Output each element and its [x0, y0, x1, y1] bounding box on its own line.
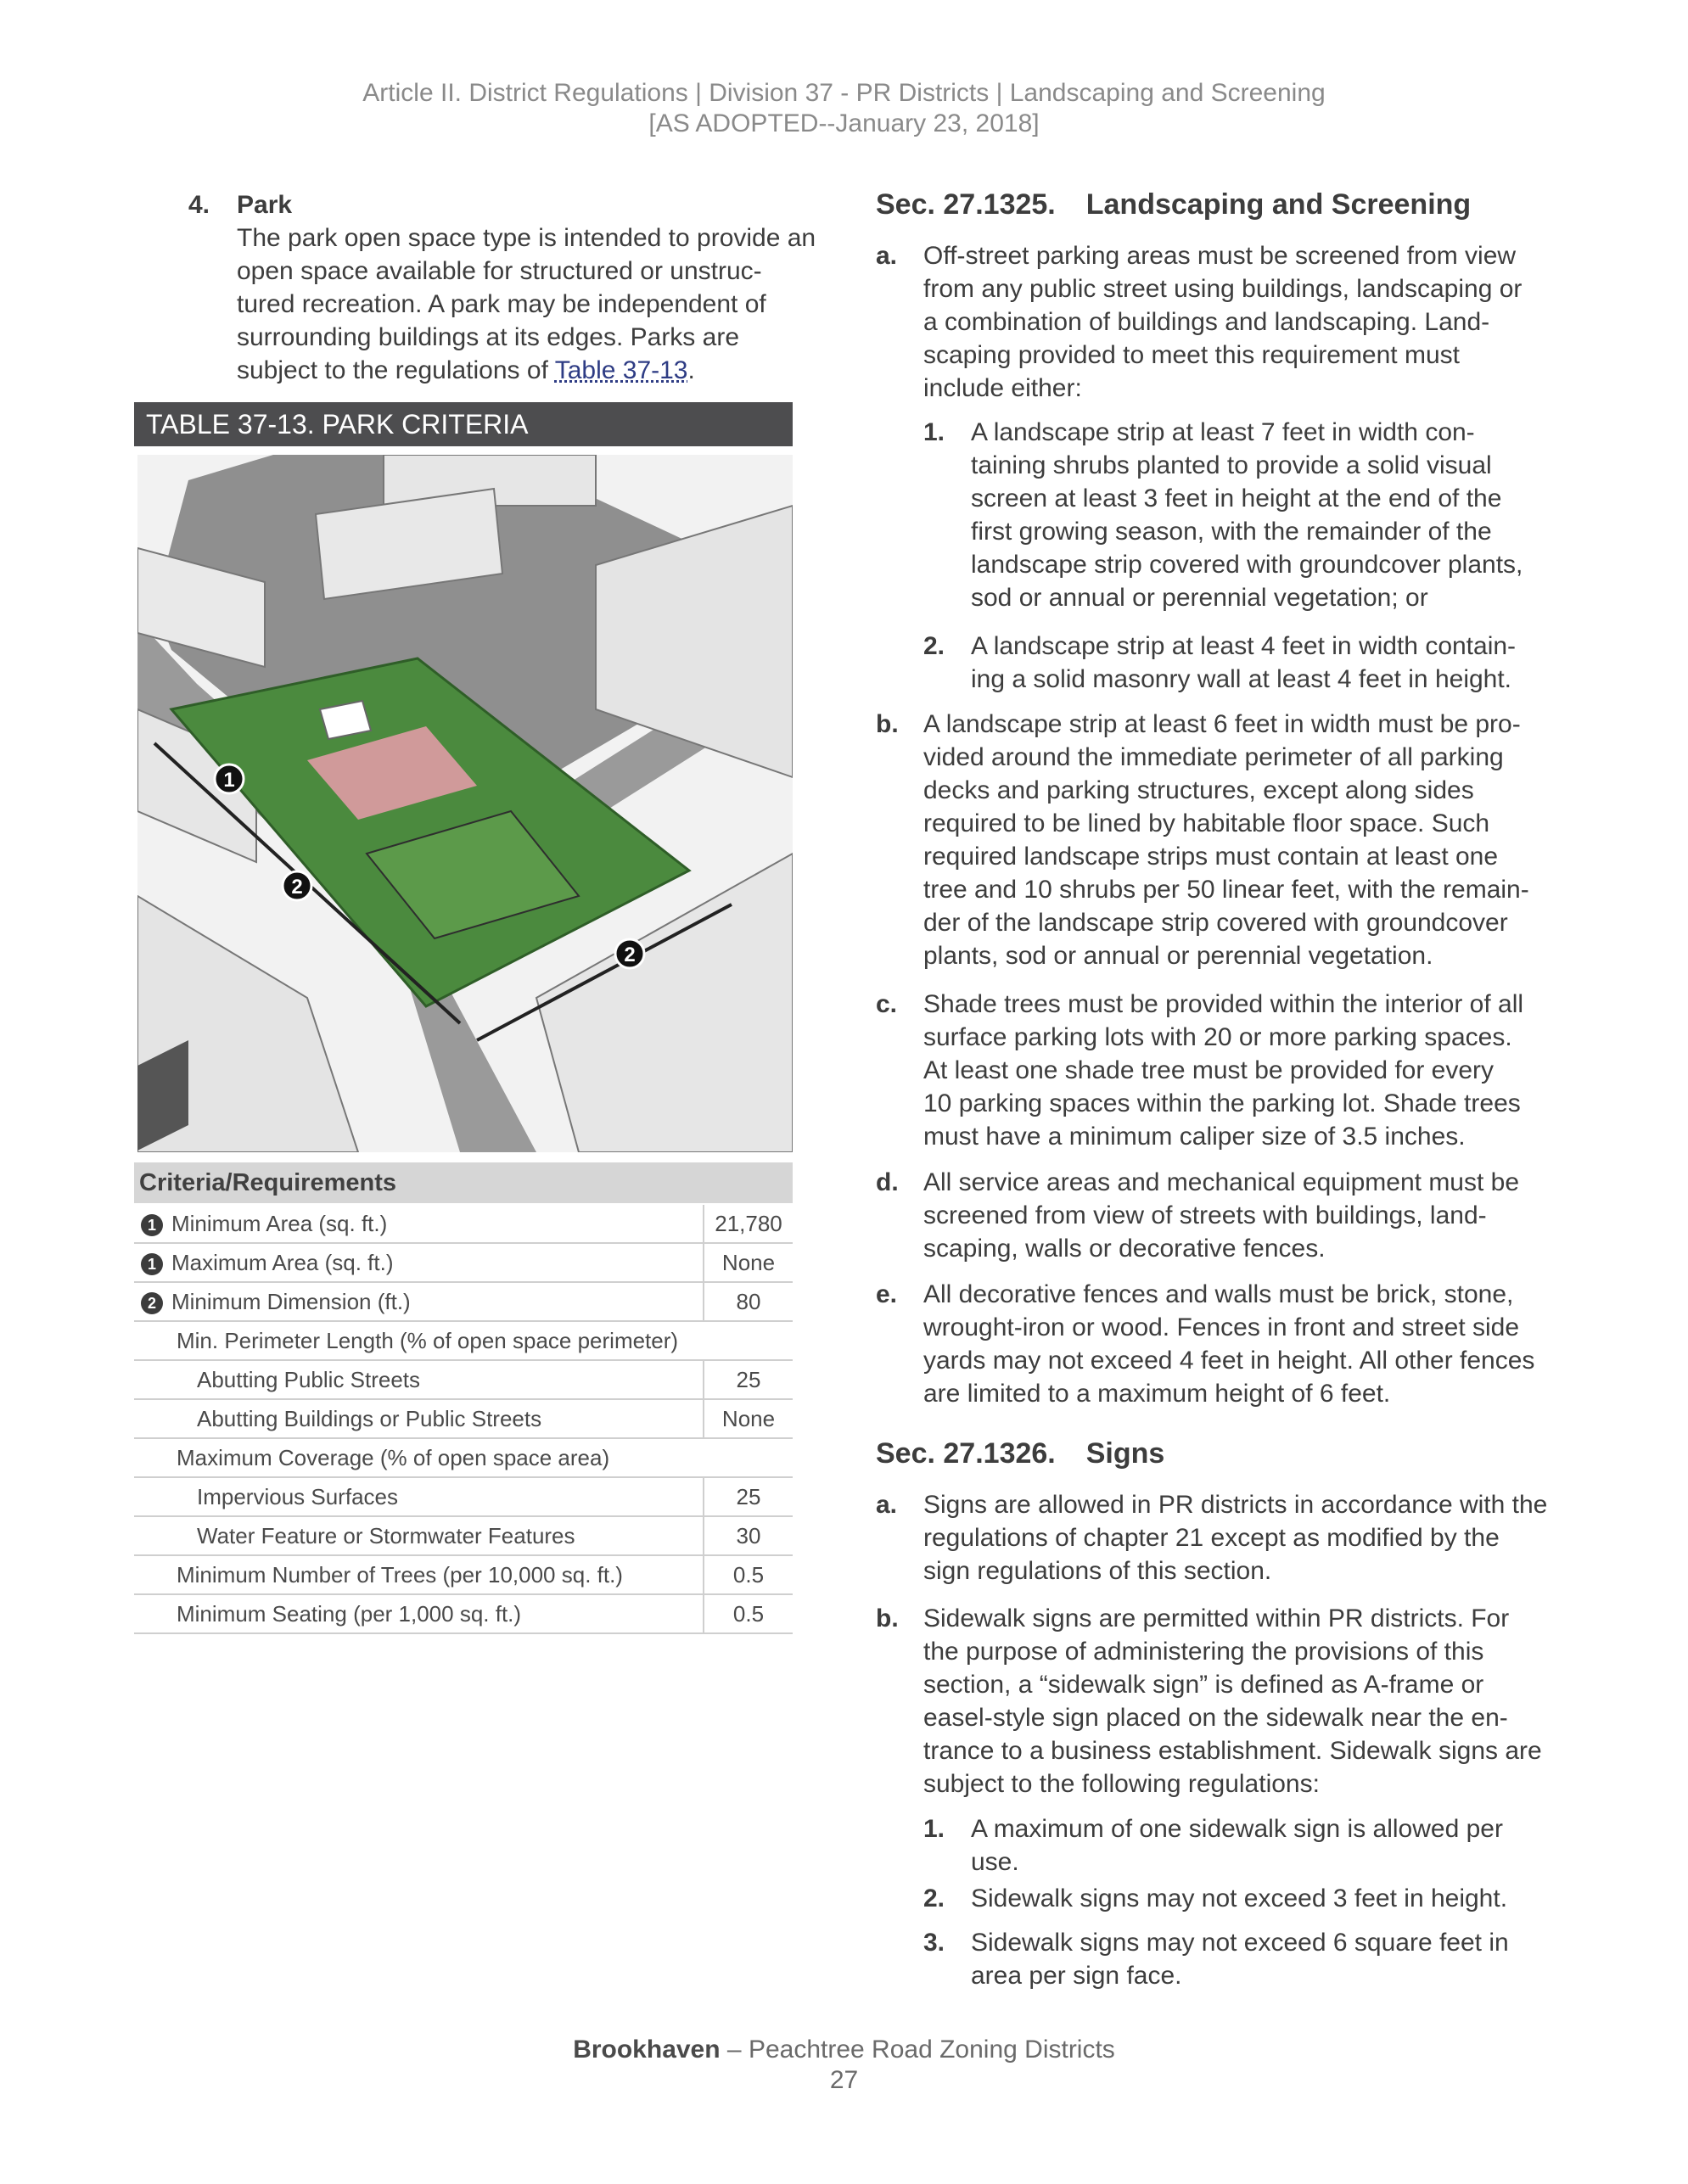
sec1325-b-marker: b.	[876, 710, 899, 738]
text-line: ing a solid masonry wall at least 4 feet in height.	[971, 665, 1512, 693]
section-1325-number: Sec. 27.1325.	[876, 188, 1056, 221]
table-row	[134, 1399, 793, 1438]
sec1326-b2-text	[971, 1882, 1570, 1915]
park-illustration	[137, 455, 793, 1152]
callout-badge: 2	[141, 1292, 163, 1314]
park-title: Park	[237, 191, 293, 219]
criteria-label: Minimum Dimension (ft.)	[171, 1288, 411, 1314]
footer-subtitle: Peachtree Road Zoning Districts	[748, 2036, 1115, 2064]
text-line: from any public street using buildings, landscaping or	[923, 275, 1523, 303]
header-line-1: Article II. District Regulations | Division 37 - PR Districts | Landscaping and Screening	[362, 79, 1326, 107]
table-row	[134, 1243, 793, 1282]
text-line: scaping provided to meet this requirement must	[923, 341, 1460, 369]
table-row	[134, 1594, 793, 1633]
criteria-value: None	[704, 1399, 793, 1438]
criteria-label-cell	[134, 1243, 704, 1282]
text-line: At least one shade tree must be provided for every	[923, 1056, 1495, 1084]
text-line: subject to the following regulations:	[923, 1770, 1320, 1798]
footer-brand: Brookhaven	[573, 2036, 721, 2064]
text-line: Sidewalk signs are permitted within PR districts. For	[923, 1604, 1510, 1632]
page-header	[0, 78, 1688, 139]
text-line: easel-style sign placed on the sidewalk near the en-	[923, 1704, 1508, 1732]
text-line: screened from view of streets with buildings, land-	[923, 1201, 1487, 1229]
sec1326-b1-marker: 1.	[923, 1815, 945, 1843]
sec1325-e-marker: e.	[876, 1280, 898, 1308]
criteria-value: 25	[704, 1360, 793, 1399]
sec1325-a1-text	[971, 416, 1570, 614]
callout-2: 2	[291, 876, 303, 899]
criteria-label: Maximum Coverage (% of open space area)	[177, 1444, 610, 1470]
criteria-label: Abutting Public Streets	[197, 1366, 421, 1392]
sec1326-b3-text	[971, 1926, 1570, 1992]
text-line: screen at least 3 feet in height at the end of the	[971, 484, 1502, 512]
criteria-label-cell	[134, 1282, 704, 1321]
table-row	[134, 1555, 793, 1594]
text-line: Shade trees must be provided within the interior of all	[923, 990, 1524, 1018]
sec1325-d-text	[923, 1166, 1570, 1265]
sec1326-a-text	[923, 1488, 1570, 1588]
text-line: Signs are allowed in PR districts in accordance with the	[923, 1491, 1548, 1519]
sec1325-e-text	[923, 1278, 1570, 1410]
criteria-label: Min. Perimeter Length (% of open space perimeter)	[177, 1327, 679, 1353]
table-row	[134, 1477, 793, 1516]
park-description-text: The park open space type is intended to provide an open space available for structured or unstruc- tured recreation. A park may be independent of surrounding buildings at its edges. Parks are subject to the regulations of	[237, 224, 816, 384]
sec1325-a1-marker: 1.	[923, 418, 945, 446]
criteria-value: 30	[704, 1516, 793, 1555]
criteria-header: Criteria/Requirements	[134, 1162, 793, 1203]
sec1326-b-text	[923, 1602, 1570, 1800]
park-description	[237, 221, 822, 387]
criteria-value: 21,780	[704, 1205, 793, 1243]
sec1326-b2-marker: 2.	[923, 1884, 945, 1912]
footer-line	[0, 2035, 1688, 2065]
text-line: tree and 10 shrubs per 50 linear feet, with the remain-	[923, 876, 1529, 904]
text-line: taining shrubs planted to provide a solid visual	[971, 451, 1492, 479]
text-line: decks and parking structures, except along sides	[923, 776, 1474, 804]
text-line: a combination of buildings and landscaping. Land-	[923, 308, 1490, 336]
criteria-label: Water Feature or Stormwater Features	[197, 1522, 575, 1548]
sec1325-a-text	[923, 239, 1570, 405]
criteria-value: 25	[704, 1477, 793, 1516]
footer-dash: –	[720, 2036, 749, 2064]
text-line: include either:	[923, 374, 1082, 402]
criteria-label-cell	[134, 1516, 704, 1555]
text-line: All decorative fences and walls must be brick, stone,	[923, 1280, 1514, 1308]
text-line: area per sign face.	[971, 1962, 1182, 1990]
sec1325-a2-text	[971, 630, 1570, 696]
criteria-value: None	[704, 1243, 793, 1282]
sec1325-b-text	[923, 708, 1570, 972]
text-line: A landscape strip at least 4 feet in width contain-	[971, 632, 1517, 660]
text-line: sign regulations of this section.	[923, 1557, 1272, 1585]
text-line: must have a minimum caliper size of 3.5 inches.	[923, 1123, 1466, 1151]
criteria-label: Impervious Surfaces	[197, 1483, 398, 1509]
page-footer	[0, 2035, 1688, 2096]
section-1326-number: Sec. 27.1326.	[876, 1437, 1056, 1470]
table-link[interactable]: Table 37-13	[554, 356, 688, 384]
criteria-label-cell	[134, 1438, 793, 1477]
park-description-end: .	[687, 356, 695, 384]
text-line: Off-street parking areas must be screened from view	[923, 242, 1517, 270]
text-line: der of the landscape strip covered with groundcover	[923, 909, 1508, 937]
sec1326-a-marker: a.	[876, 1491, 898, 1519]
criteria-value: 80	[704, 1282, 793, 1321]
table-row	[134, 1205, 793, 1243]
table-row	[134, 1321, 793, 1360]
sec1325-c-text	[923, 988, 1570, 1153]
criteria-label-cell	[134, 1477, 704, 1516]
text-line: are limited to a maximum height of 6 feet.	[923, 1380, 1391, 1408]
callout-badge: 1	[141, 1253, 163, 1275]
table-row	[134, 1438, 793, 1477]
criteria-label: Maximum Area (sq. ft.)	[171, 1249, 394, 1275]
sec1326-b3-marker: 3.	[923, 1929, 945, 1957]
text-line: use.	[971, 1848, 1019, 1876]
text-line: sod or annual or perennial vegetation; or	[971, 584, 1428, 612]
section-1325-title: Landscaping and Screening	[1085, 188, 1472, 221]
table-row	[134, 1282, 793, 1321]
sec1326-b-marker: b.	[876, 1604, 899, 1632]
sec1325-c-marker: c.	[876, 990, 898, 1018]
text-line: section, a “sidewalk sign” is defined as A-frame or	[923, 1671, 1484, 1699]
text-line: All service areas and mechanical equipment must be	[923, 1168, 1520, 1196]
text-line: landscape strip covered with groundcover plants,	[971, 551, 1523, 579]
criteria-table-body	[134, 1205, 793, 1633]
criteria-label: Minimum Number of Trees (per 10,000 sq. ft.)	[177, 1561, 623, 1588]
callout-3: 2	[624, 944, 636, 966]
criteria-label-cell	[134, 1321, 793, 1360]
criteria-label-cell	[134, 1594, 704, 1633]
text-line: required to be lined by habitable floor space. Such	[923, 809, 1490, 837]
text-line: scaping, walls or decorative fences.	[923, 1235, 1326, 1263]
sec1325-d-marker: d.	[876, 1168, 899, 1196]
text-line: vided around the immediate perimeter of all parking	[923, 743, 1504, 771]
criteria-label-cell	[134, 1555, 704, 1594]
page-number: 27	[829, 2066, 859, 2094]
table-row	[134, 1360, 793, 1399]
text-line: the purpose of administering the provisions of this	[923, 1638, 1484, 1666]
table-title: TABLE 37-13. PARK CRITERIA	[134, 402, 793, 446]
criteria-label-cell	[134, 1399, 704, 1438]
text-line: 10 parking spaces within the parking lot. Shade trees	[923, 1089, 1521, 1117]
criteria-value: 0.5	[704, 1555, 793, 1594]
text-line: first growing season, with the remainder of the	[971, 518, 1492, 546]
text-line: A landscape strip at least 7 feet in width con-	[971, 418, 1475, 446]
text-line: trance to a business establishment. Sidewalk signs are	[923, 1737, 1542, 1765]
text-line: wrought-iron or wood. Fences in front and street side	[923, 1313, 1520, 1341]
text-line: required landscape strips must contain at least one	[923, 843, 1499, 871]
text-line: A landscape strip at least 6 feet in width must be pro-	[923, 710, 1521, 738]
criteria-label: Minimum Area (sq. ft.)	[171, 1210, 388, 1236]
sec1326-b1-text	[971, 1812, 1570, 1879]
park-diagram	[137, 455, 793, 1152]
header-line-2: [AS ADOPTED--January 23, 2018]	[648, 109, 1040, 137]
text-line: A maximum of one sidewalk sign is allowed per	[971, 1815, 1503, 1843]
sec1325-a2-marker: 2.	[923, 632, 945, 660]
sec1325-a-marker: a.	[876, 242, 898, 270]
text-line: surface parking lots with 20 or more parking spaces.	[923, 1023, 1512, 1051]
text-line: plants, sod or annual or perennial vegetation.	[923, 942, 1433, 970]
text-line: Sidewalk signs may not exceed 6 square feet in	[971, 1929, 1509, 1957]
criteria-label: Minimum Seating (per 1,000 sq. ft.)	[177, 1600, 522, 1627]
callout-1: 1	[223, 769, 235, 792]
criteria-label: Abutting Buildings or Public Streets	[197, 1405, 542, 1431]
section-1326-title: Signs	[1085, 1437, 1165, 1470]
table-row	[134, 1516, 793, 1555]
callout-badge: 1	[141, 1214, 163, 1236]
text-line: yards may not exceed 4 feet in height. All other fences	[923, 1347, 1535, 1375]
section-1326-heading	[876, 1437, 1164, 1470]
criteria-table	[134, 1205, 793, 1634]
park-number: 4.	[188, 191, 210, 219]
text-line: regulations of chapter 21 except as modified by the	[923, 1524, 1500, 1552]
criteria-label-cell	[134, 1360, 704, 1399]
text-line: Sidewalk signs may not exceed 3 feet in height.	[971, 1884, 1508, 1912]
criteria-label-cell	[134, 1205, 704, 1243]
criteria-value: 0.5	[704, 1594, 793, 1633]
section-1325-heading	[876, 188, 1471, 221]
